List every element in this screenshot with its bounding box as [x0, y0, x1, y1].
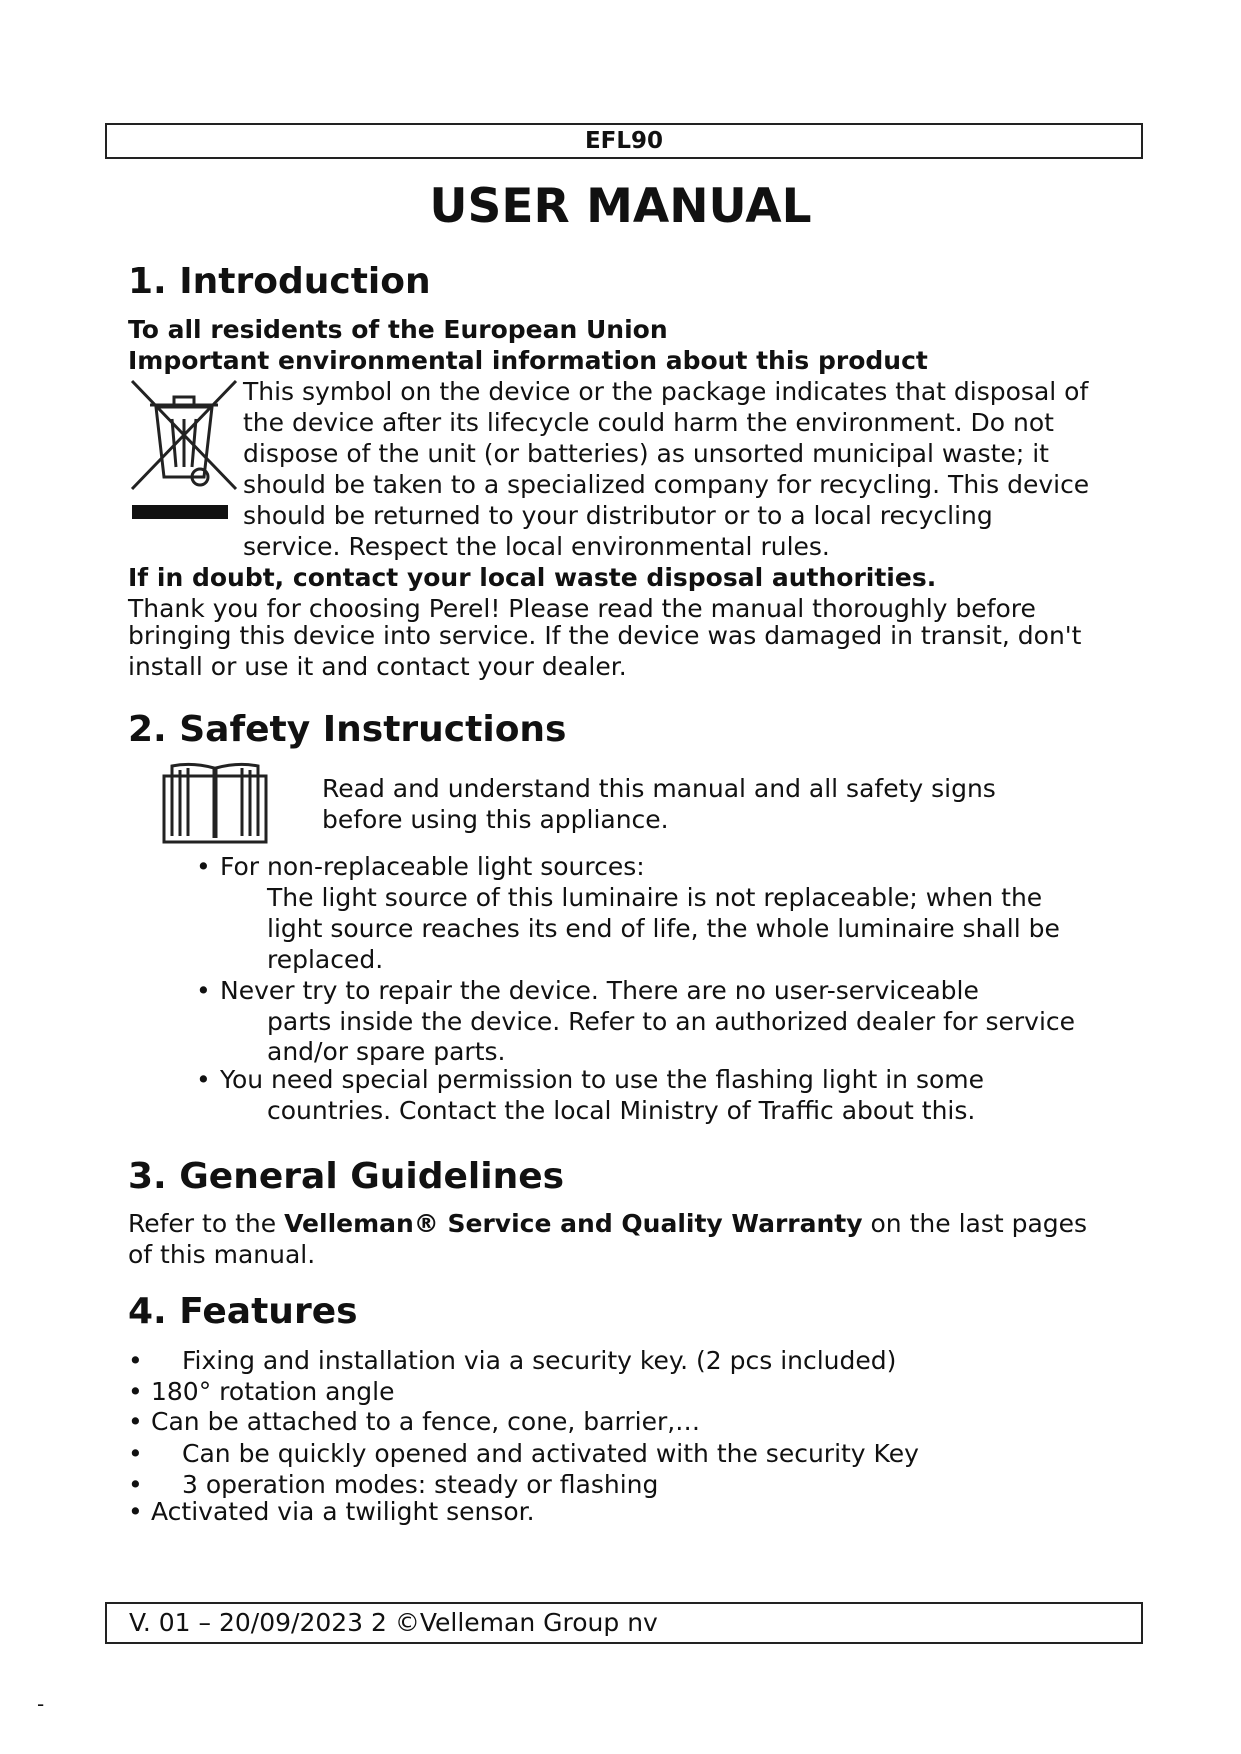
weee-line-4: should be taken to a specialized company for recycling. This device [243, 470, 1090, 499]
bullet-dot: • [128, 1346, 143, 1375]
guidelines-line-2: of this manual. [128, 1240, 316, 1269]
safety-bullet-2: Never try to repair the device. There are no user-serviceable [220, 976, 979, 1005]
features-heading: 4. Features [128, 1291, 358, 1332]
feature-item: 3 operation modes: steady or flashing [182, 1470, 659, 1499]
footer-version: V. 01 – 20/09/2023 2 ©Velleman Group nv [105, 1602, 1143, 1644]
weee-line-5: should be returned to your distributor or to a local recycling [243, 501, 993, 530]
thanks-line-1: Thank you for choosing Perel! Please read the manual thoroughly before [128, 594, 1036, 623]
feature-item: Can be quickly opened and activated with the security Key [182, 1439, 919, 1468]
weee-line-2: the device after its lifecycle could harm the environment. Do not [243, 408, 1054, 437]
bullet-dot: • [128, 1439, 143, 1468]
manual-book-icon [162, 760, 268, 846]
read-line-2: before using this appliance. [322, 805, 669, 834]
warranty-reference: Velleman® Service and Quality Warranty [284, 1209, 863, 1238]
safety-bullet-2-line: parts inside the device. Refer to an authorized dealer for service [267, 1007, 1076, 1036]
feature-item: Can be attached to a fence, cone, barrier,… [151, 1407, 701, 1436]
bullet-dot: • [128, 1497, 143, 1526]
weee-line-3: dispose of the unit (or batteries) as unsorted municipal waste; it [243, 439, 1049, 468]
bullet-dot: • [196, 1065, 211, 1094]
read-line-1: Read and understand this manual and all safety signs [322, 774, 996, 803]
safety-heading: 2. Safety Instructions [128, 709, 567, 750]
safety-bullet-3-line: countries. Contact the local Ministry of Traffic about this. [267, 1096, 976, 1125]
bullet-dot: • [128, 1470, 143, 1499]
intro-eu-residents: To all residents of the European Union [128, 315, 668, 344]
bullet-dot: • [128, 1377, 143, 1406]
safety-bullet-1-line: light source reaches its end of life, the whole luminaire shall be [267, 914, 1060, 943]
safety-bullet-2-line: and/or spare parts. [267, 1037, 506, 1066]
model-header: EFL90 [105, 123, 1143, 159]
safety-bullet-1: For non-replaceable light sources: [220, 852, 645, 881]
bullet-dot: • [196, 976, 211, 1005]
weee-line-1: This symbol on the device or the package indicates that disposal of [243, 377, 1089, 406]
safety-bullet-1-line: replaced. [267, 945, 384, 974]
guidelines-heading: 3. General Guidelines [128, 1156, 565, 1197]
page-mark: - [37, 1692, 45, 1716]
safety-bullet-3: You need special permission to use the flashing light in some [220, 1065, 985, 1094]
feature-item: Activated via a twilight sensor. [151, 1497, 535, 1526]
bullet-dot: • [128, 1407, 143, 1436]
guidelines-post: on the last pages [862, 1209, 1088, 1238]
thanks-line-2: bringing this device into service. If the device was damaged in transit, don't [128, 621, 1082, 650]
intro-heading: 1. Introduction [128, 261, 431, 302]
page-title: USER MANUAL [429, 179, 812, 234]
bullet-dot: • [196, 852, 211, 881]
intro-env-info: Important environmental information about this product [128, 346, 928, 375]
weee-line-6: service. Respect the local environmental rules. [243, 532, 830, 561]
feature-item: Fixing and installation via a security key. (2 pcs included) [182, 1346, 897, 1375]
doubt-line: If in doubt, contact your local waste disposal authorities. [128, 563, 937, 592]
guidelines-line-1 [128, 1208, 1087, 1239]
guidelines-pre: Refer to the [128, 1209, 285, 1238]
thanks-line-3: install or use it and contact your dealer. [128, 652, 627, 681]
weee-bin-icon [128, 377, 240, 522]
safety-bullet-1-line: The light source of this luminaire is not replaceable; when the [267, 883, 1043, 912]
feature-item: 180° rotation angle [151, 1377, 395, 1406]
